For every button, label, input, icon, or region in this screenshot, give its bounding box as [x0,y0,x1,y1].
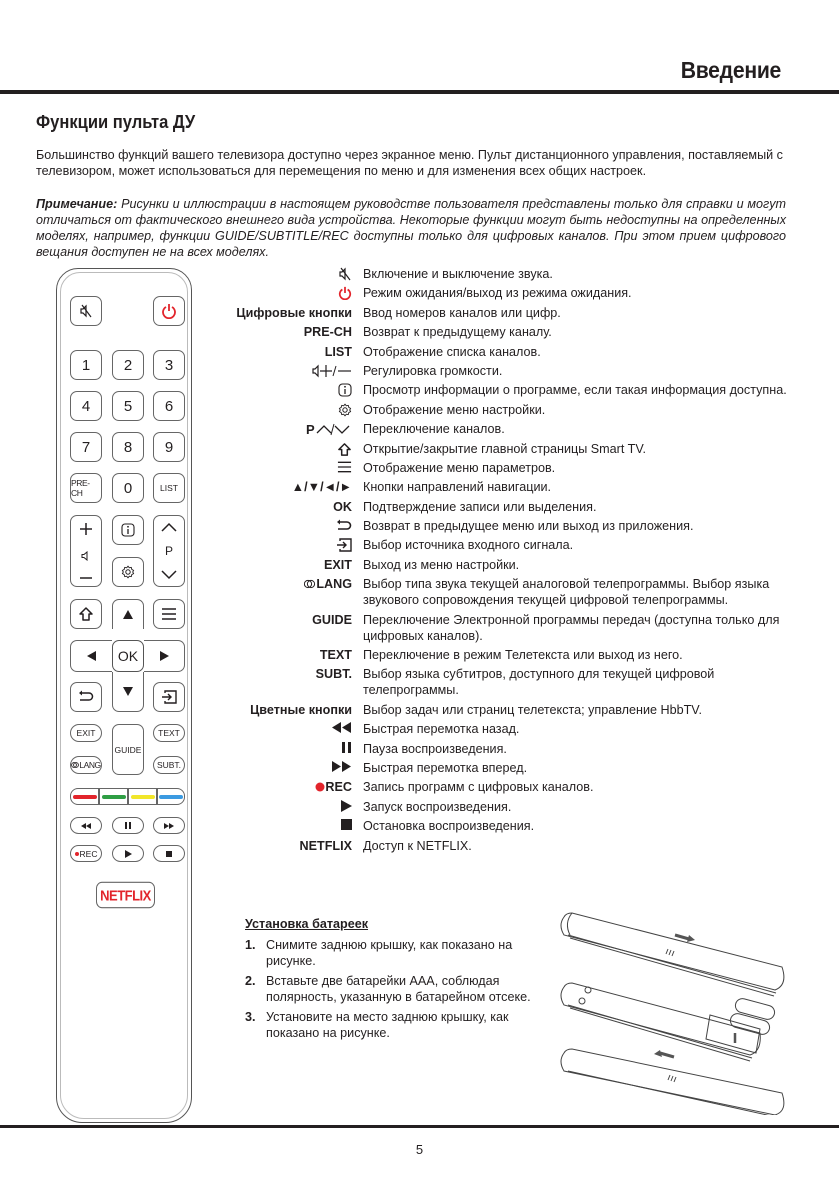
down-button[interactable] [112,672,144,712]
green-button[interactable] [99,788,128,805]
pause-icon [342,741,352,753]
arrow-right-icon [675,935,689,939]
plus-icon [79,522,93,536]
menu-icon [161,608,177,620]
svg-text:P: P [306,422,315,437]
grip-lines [668,1075,676,1082]
function-row [225,518,795,534]
source-icon [336,537,352,552]
function-row [225,721,795,737]
function-key [225,666,363,698]
battery-step [245,1009,545,1041]
function-row [225,382,795,398]
battery-steps [245,937,545,1045]
subt-button[interactable]: SUBT. [153,756,185,774]
function-description: Возврат к предыдущему каналу. [363,325,552,340]
options-menu-button[interactable] [153,599,185,629]
battery-installation-illustration [550,905,800,1115]
digit-3-button[interactable]: 3 [153,350,185,380]
function-key [225,576,363,608]
function-row [225,441,795,457]
function-row [225,285,795,301]
guide-button[interactable]: GUIDE [112,724,144,775]
rec-label: REC [79,848,98,859]
function-list [225,266,795,857]
function-key [225,499,363,515]
function-description: Подтверждение записи или выделения. [363,499,597,514]
function-key-label: LIST [324,344,352,359]
home-icon [78,606,94,622]
stop-icon [166,851,172,857]
page-heading: Функции пульта ДУ [36,112,196,132]
function-key-label: TEXT [319,648,352,663]
lang-button[interactable] [70,756,102,774]
function-row [225,421,795,437]
stop-icon [341,818,352,830]
function-description: Переключение Электронной программы передач (доступна только для цифровых каналов). [363,612,780,643]
function-key [225,818,363,834]
function-key-label: Цифровые кнопки [236,305,352,320]
function-key [225,382,363,398]
play-button[interactable] [112,845,144,862]
function-key [225,760,363,776]
channel-label: P [164,544,173,558]
function-description: Регулировка громкости. [363,363,503,378]
red-bar [73,795,97,799]
volume-icon [312,363,352,378]
netflix-button[interactable]: NETFLIX [96,882,155,908]
function-key [225,799,363,815]
arrow-up-icon [123,610,133,619]
function-key [225,441,363,457]
function-row [225,576,795,608]
function-key-label: SUBT. [315,667,352,682]
step-text: Установите на место заднюю крышку, как показано на рисунке. [266,1010,509,1040]
left-button[interactable] [70,640,112,672]
function-key [225,779,363,795]
function-row [225,305,795,321]
step-text: Снимите заднюю крышку, как показано на рисунке. [266,938,513,968]
stop-button[interactable] [153,845,185,862]
function-key [225,721,363,737]
rewind-icon [81,823,92,829]
speaker-icon [81,551,91,561]
arrow-down-icon [123,687,133,696]
function-description: Просмотр информации о программе, если такая информация доступна. [363,383,787,398]
function-key [225,285,363,301]
note-label: Примечание: [36,197,118,211]
function-key [225,363,363,379]
function-row [225,363,795,379]
battery-step [245,973,545,1005]
mute-button[interactable] [70,296,102,326]
info-icon [121,523,135,537]
up-button[interactable] [112,599,144,629]
mute-icon [338,266,352,281]
step-number: 2. [245,974,256,988]
function-description: Запись программ с цифровых каналов. [363,780,594,795]
forward-icon [164,823,175,829]
function-description: Выбор языка субтитров, доступного для текущей цифровой телепрограммы. [363,667,715,698]
function-row [225,402,795,418]
function-key-label: LANG [316,577,352,592]
function-key [225,344,363,360]
rewind-icon [332,721,352,733]
arrow-head [654,1050,662,1057]
digit-9-button[interactable]: 9 [153,432,185,462]
function-key [225,557,363,573]
function-row [225,324,795,340]
function-description: Ввод номеров каналов или цифр. [363,305,561,320]
function-row [225,612,795,644]
function-description: Отображение меню настройки. [363,402,546,417]
function-description: Выбор задач или страниц телетекста; управление HbbTV. [363,702,703,717]
lang-icon [71,762,79,768]
step-number: 1. [245,938,256,952]
function-description: Переключение каналов. [363,422,505,437]
arrow-left-icon [87,651,96,661]
mute-icon [79,304,93,318]
function-key [225,612,363,644]
remote-battery-compartment [561,983,776,1061]
page-number: 5 [415,1142,424,1157]
rec-dot-icon [75,852,79,856]
green-bar [102,795,126,799]
function-row [225,266,795,282]
arrow-head [687,935,695,942]
function-description: Запуск воспроизведения. [363,799,512,814]
digit-4-button[interactable]: 4 [70,391,102,421]
play-icon [341,799,352,812]
minus-icon [79,576,93,580]
function-description: Кнопки направлений навигации. [363,480,552,495]
battery-section-title: Установка батареек [245,917,369,931]
back-icon [78,690,94,704]
channel-rocker[interactable] [153,515,185,587]
power-icon [338,285,352,300]
yellow-button[interactable] [128,788,157,805]
remote-control-illustration [56,268,192,1123]
gear-icon [338,402,352,417]
function-key-label: EXIT [324,557,352,572]
function-description: Быстрая перемотка назад. [363,722,520,737]
function-row [225,666,795,698]
blue-bar [159,795,183,799]
source-icon [161,690,177,704]
function-row [225,499,795,515]
arrow-right-icon [160,651,169,661]
blue-button[interactable] [157,788,185,805]
digit-0-button[interactable]: 0 [112,473,144,503]
function-description: Возврат в предыдущее меню или выход из приложения. [363,519,694,534]
note-paragraph [36,196,786,260]
function-row [225,344,795,360]
rec-icon [315,779,325,792]
function-row [225,702,795,718]
remote-back-cover-install [561,1049,784,1115]
function-key [225,305,363,321]
digit-1-button[interactable]: 1 [70,350,102,380]
function-row [225,460,795,476]
lang-icon [304,576,316,589]
list-button[interactable]: LIST [153,473,185,503]
function-key [225,647,363,663]
power-icon [161,303,177,319]
forward-button[interactable] [153,817,185,834]
function-key-label: GUIDE [312,612,352,627]
function-description: Остановка воспроизведения. [363,819,535,834]
function-key [225,518,363,534]
home-icon [337,441,352,457]
info-button[interactable] [112,515,144,545]
section-title: Введение [680,57,781,83]
note-text: Рисунки и иллюстрации в настоящем руководстве пользователя представлены только для справки и могут отличаться от фактического внешнего вида устройства. Некоторые функции могут быть недоступны на определенных моделях, например, функции GUIDE/SUBTITLE/REC доступны только для цифровых каналов. При этом прием цифрового вещания доступен не на всех моделях. [36,197,786,259]
function-key [225,266,363,282]
function-key-label: PRE-CH [303,325,352,340]
function-description: Отображение списка каналов. [363,344,541,359]
function-row [225,741,795,757]
info-icon [338,382,352,397]
digit-7-button[interactable]: 7 [70,432,102,462]
digit-6-button[interactable]: 6 [153,391,185,421]
function-row [225,647,795,663]
digit-5-button[interactable]: 5 [112,391,144,421]
function-key-label: NETFLIX [299,838,352,853]
home-button[interactable] [70,599,102,629]
step-text: Вставьте две батарейки AAA, соблюдая полярность, указанную в батарейном отсеке. [266,974,531,1004]
function-description: Выход из меню настройки. [363,557,520,572]
arrow-left-icon [660,1053,674,1057]
function-row [225,557,795,573]
function-key [225,702,363,718]
function-description: Переключение в режим Телетекста или выход из него. [363,648,683,663]
function-row [225,818,795,834]
function-description: Пауза воспроизведения. [363,741,507,756]
function-description: Режим ожидания/выход из режима ожидания. [363,286,632,301]
function-key [225,741,363,757]
function-key [225,402,363,418]
function-key [225,479,363,495]
function-row [225,479,795,495]
gear-icon [121,565,135,579]
forward-icon [332,760,352,772]
function-row [225,760,795,776]
grip-lines [666,949,674,956]
step-number: 3. [245,1010,256,1024]
pause-icon [125,822,131,829]
back-icon [336,518,352,533]
function-description: Доступ к NETFLIX. [363,838,472,853]
battery-step [245,937,545,969]
ok-button[interactable]: OK [112,640,144,672]
header-divider [0,90,839,94]
function-row [225,537,795,553]
function-key [225,838,363,854]
function-description: Выбор типа звука текущей аналоговой телепрограммы. Выбор языка звукового сопровождения текущей цифровой телепрограммы. [363,577,770,608]
function-key [225,421,363,437]
function-key-label: REC [325,780,352,795]
yellow-bar [131,795,155,799]
function-row [225,838,795,854]
function-description: Открытие/закрытие главной страницы Smart TV. [363,441,647,456]
function-key [225,537,363,553]
chevron-down-icon [161,570,177,580]
function-row [225,799,795,815]
play-icon [125,850,132,858]
function-key-label: Цветные кнопки [250,702,352,717]
settings-button[interactable] [112,557,144,587]
function-key [225,460,363,476]
function-description: Выбор источника входного сигнала. [363,538,574,553]
volume-rocker[interactable] [70,515,102,587]
exit-button[interactable]: EXIT [70,724,102,742]
menu-icon [337,460,352,473]
source-button[interactable] [153,682,185,712]
function-row [225,779,795,795]
red-button[interactable] [70,788,99,805]
back-button[interactable] [70,682,102,712]
chevron-up-icon [161,522,177,532]
function-key-label: OK [333,499,352,514]
rewind-button[interactable] [70,817,102,834]
prech-button[interactable]: PRE-CH [70,473,102,503]
intro-paragraph: Большинство функций вашего телевизора доступно через экранное меню. Пульт дистанционного управления, поставляемый с телевизором, может использоваться для перемещения по меню и для изменения всех общих настроек. [36,148,783,178]
function-key-label: ▲/▼/◄/► [291,480,352,495]
digit-8-button[interactable]: 8 [112,432,144,462]
function-description: Отображение меню параметров. [363,460,556,475]
function-key [225,324,363,340]
power-button[interactable] [153,296,185,326]
lang-label: LANG [79,760,101,770]
text-button[interactable]: TEXT [153,724,185,742]
pause-button[interactable] [112,817,144,834]
rec-button[interactable] [70,845,102,862]
digit-2-button[interactable]: 2 [112,350,144,380]
channel-icon [306,421,352,436]
function-description: Быстрая перемотка вперед. [363,760,528,775]
right-button[interactable] [144,640,185,672]
footer-divider [0,1125,839,1128]
function-description: Включение и выключение звука. [363,267,553,281]
